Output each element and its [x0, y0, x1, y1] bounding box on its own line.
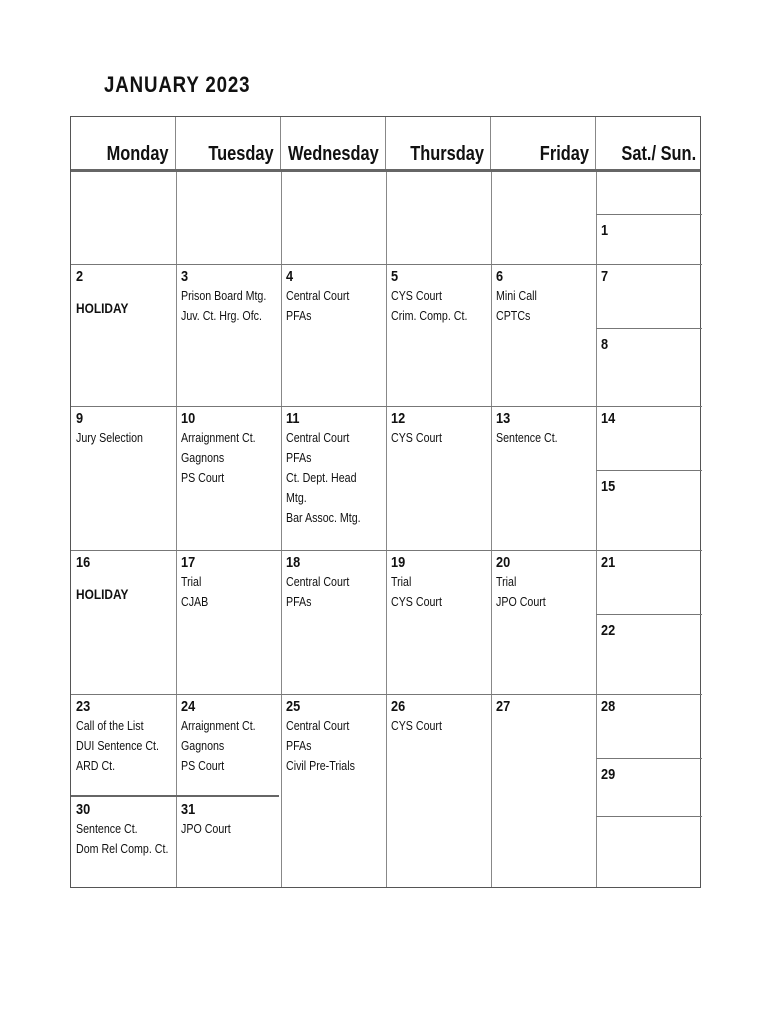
day-number: 11 — [286, 410, 300, 427]
day-cell-monday — [71, 550, 176, 694]
page-title: JANUARY 2023 — [104, 72, 251, 97]
header-sat-sun — [596, 117, 702, 169]
weekday-header-row — [71, 117, 700, 172]
day-cell-tuesday — [176, 550, 281, 694]
header-label: Thursday — [410, 143, 484, 165]
day-cell-tuesday — [176, 406, 281, 550]
day-cell-thursday — [386, 406, 491, 550]
calendar-event: Sentence Ct. — [76, 821, 138, 836]
day-cell-thursday — [386, 694, 491, 889]
day-number: 22 — [601, 622, 616, 639]
day-cell-monday — [71, 406, 176, 550]
day-cell-wednesday — [281, 550, 386, 694]
calendar-event: Crim. Comp. Ct. — [391, 308, 468, 323]
day-cell-sunday — [596, 218, 702, 264]
day-number: 17 — [181, 554, 196, 571]
day-number: 2 — [76, 268, 84, 285]
day-number: 14 — [601, 410, 616, 427]
weekend-divider — [596, 614, 702, 615]
day-cell-friday — [491, 550, 596, 694]
day-cell-saturday — [596, 694, 702, 758]
calendar-event: Central Court — [286, 288, 350, 303]
header-wednesday — [281, 117, 386, 169]
calendar-event: Arraignment Ct. — [181, 718, 256, 733]
day-cell-tuesday — [176, 172, 281, 264]
weekend-divider — [596, 470, 702, 471]
day-cell-monday — [71, 694, 176, 794]
day-number — [76, 176, 157, 194]
weekend-divider — [596, 816, 702, 817]
calendar-event: Dom Rel Comp. Ct. — [76, 841, 169, 856]
calendar-event: PS Court — [181, 470, 225, 485]
day-cell-thursday — [386, 172, 491, 264]
calendar-event: Mini Call — [496, 288, 537, 303]
calendar-event: Mtg. — [286, 490, 307, 505]
calendar-event: Jury Selection — [76, 430, 143, 445]
weekend-divider — [596, 214, 702, 215]
day-number: 30 — [76, 801, 91, 818]
day-number: 6 — [496, 268, 504, 285]
day-number: 24 — [181, 698, 196, 715]
day-cell-wednesday — [281, 172, 386, 264]
calendar-event: CYS Court — [391, 594, 442, 609]
day-number: 25 — [286, 698, 301, 715]
header-thursday — [386, 117, 491, 169]
day-cell-monday — [71, 797, 176, 889]
day-cell-monday — [71, 172, 176, 264]
calendar-event: Central Court — [286, 718, 350, 733]
calendar-event: Civil Pre-Trials — [286, 758, 355, 773]
calendar-event: ARD Ct. — [76, 758, 116, 773]
day-cell-tuesday — [176, 797, 281, 889]
day-number: 10 — [181, 410, 196, 427]
day-cell-wednesday — [281, 264, 386, 406]
calendar-event: Arraignment Ct. — [181, 430, 256, 445]
day-number: 1 — [601, 222, 609, 239]
calendar-event: CYS Court — [391, 718, 442, 733]
day-number: 18 — [286, 554, 301, 571]
calendar-event: Gagnons — [181, 450, 225, 465]
day-cell-tuesday — [176, 694, 281, 794]
day-number: 20 — [496, 554, 511, 571]
calendar-event: Trial — [181, 574, 202, 589]
calendar-grid — [70, 116, 701, 888]
calendar-event: JPO Court — [181, 821, 231, 836]
calendar-event: Juv. Ct. Hrg. Ofc. — [181, 308, 262, 323]
calendar-event: Prison Board Mtg. — [181, 288, 267, 303]
calendar-event: CPTCs — [496, 308, 531, 323]
day-number: 23 — [76, 698, 91, 715]
calendar-event: Central Court — [286, 430, 350, 445]
holiday-label: HOLIDAY — [76, 300, 129, 316]
day-cell-saturday — [596, 550, 702, 614]
day-number: 28 — [601, 698, 616, 715]
day-cell-saturday — [596, 406, 702, 470]
day-cell-friday — [491, 172, 596, 264]
calendar-event: CYS Court — [391, 288, 442, 303]
day-cell-wednesday — [281, 694, 386, 889]
calendar-event: PFAs — [286, 450, 312, 465]
calendar-event: Trial — [496, 574, 517, 589]
calendar-event: CYS Court — [391, 430, 442, 445]
day-number: 7 — [601, 268, 609, 285]
calendar-event: PFAs — [286, 594, 312, 609]
day-number: 3 — [181, 268, 189, 285]
day-cell-sunday — [596, 332, 702, 406]
day-number: 5 — [391, 268, 399, 285]
day-cell-friday — [491, 694, 596, 889]
day-number: 21 — [601, 554, 616, 571]
calendar-event: Central Court — [286, 574, 350, 589]
day-number — [391, 176, 472, 194]
calendar-event: Call of the List — [76, 718, 144, 733]
calendar-event: DUI Sentence Ct. — [76, 738, 159, 753]
header-monday — [71, 117, 176, 169]
day-number: 13 — [496, 410, 511, 427]
day-number: 4 — [286, 268, 294, 285]
day-cell-thursday — [386, 550, 491, 694]
day-cell-friday — [491, 264, 596, 406]
calendar-event: PFAs — [286, 308, 312, 323]
day-cell-friday — [491, 406, 596, 550]
day-cell-sunday — [596, 474, 702, 550]
weekend-divider — [596, 328, 702, 329]
day-cell-monday — [71, 264, 176, 406]
header-label: Wednesday — [288, 143, 379, 165]
header-label: Tuesday — [208, 143, 274, 165]
calendar-event: Sentence Ct. — [496, 430, 558, 445]
header-label: Friday — [539, 143, 589, 165]
day-number: 19 — [391, 554, 406, 571]
calendar-event: CJAB — [181, 594, 209, 609]
day-cell-tuesday — [176, 264, 281, 406]
day-number: 16 — [76, 554, 91, 571]
day-number: 15 — [601, 478, 616, 495]
calendar-event: JPO Court — [496, 594, 546, 609]
calendar-event: Gagnons — [181, 738, 225, 753]
holiday-label: HOLIDAY — [76, 586, 129, 602]
day-cell-sunday — [596, 618, 702, 694]
calendar-event: Ct. Dept. Head — [286, 470, 357, 485]
day-number: 8 — [601, 336, 609, 353]
day-number: 12 — [391, 410, 406, 427]
header-label: Monday — [107, 143, 169, 165]
weekend-divider — [596, 758, 702, 759]
header-tuesday — [176, 117, 281, 169]
day-number — [286, 176, 367, 194]
day-number: 29 — [601, 766, 616, 783]
day-cell-sunday — [596, 762, 702, 889]
day-cell-saturday — [596, 172, 702, 214]
day-number — [496, 176, 577, 194]
day-cell-saturday — [596, 264, 702, 328]
calendar-event: Bar Assoc. Mtg. — [286, 510, 361, 525]
day-cell-wednesday — [281, 406, 386, 550]
day-number: 9 — [76, 410, 84, 427]
day-number: 26 — [391, 698, 406, 715]
header-friday — [491, 117, 596, 169]
day-cell-thursday — [386, 264, 491, 406]
day-number: 31 — [181, 801, 196, 818]
calendar-event: Trial — [391, 574, 412, 589]
calendar-event: PS Court — [181, 758, 225, 773]
day-number: 27 — [496, 698, 511, 715]
day-number — [181, 176, 262, 194]
calendar-event: PFAs — [286, 738, 312, 753]
header-label: Sat./ Sun. — [621, 143, 696, 165]
